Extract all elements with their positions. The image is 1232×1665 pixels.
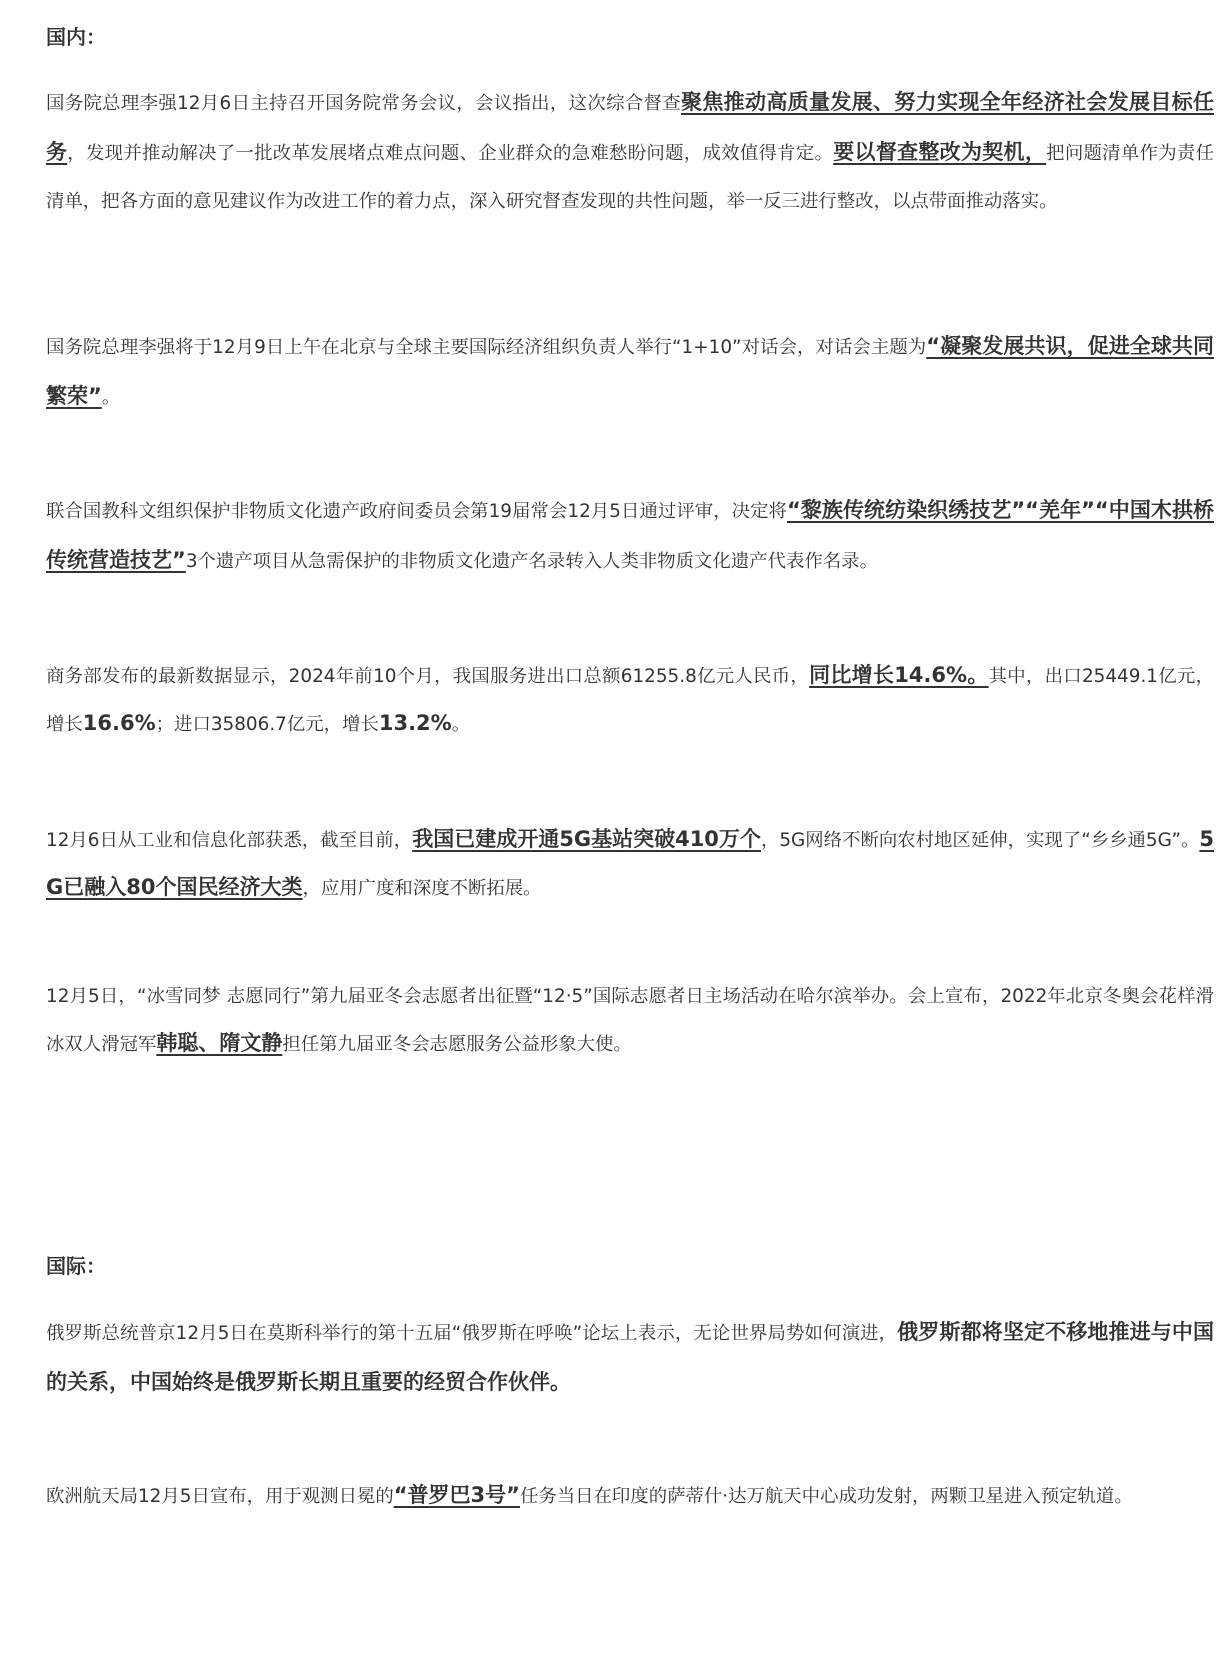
news-item-service-trade: 商务部发布的最新数据显示，2024年前10个月，我国服务进出口总额61255.8亿元人民币，同比增长14.6%。其中，出口25449.1亿元，增长16.6%；进口35806.7亿元，增长13.2%。	[46, 663, 1214, 735]
key-statement: 俄罗斯都将坚定不移地推进与中国的关系，中国始终是俄罗斯长期且重要的经贸合作伙伴。	[46, 1320, 1214, 1394]
highlight: “黎族传统纺染织绣技艺”“羌年”“中国木拱桥传统营造技艺”	[46, 498, 1214, 572]
news-item-russia-china: 俄罗斯总统普京12月5日在莫斯科举行的第十五届“俄罗斯在呼唤”论坛上表示，无论世界局势如何演进，俄罗斯都将坚定不移地推进与中国的关系，中国始终是俄罗斯长期且重要的经贸合作伙伴。	[46, 1320, 1214, 1394]
news-item-asian-winter-games: 12月5日，“冰雪同梦 志愿同行”第九届亚冬会志愿者出征暨“12·5”国际志愿者日主场活动在哈尔滨举办。会上宣布，2022年北京冬奥会花样滑冰双人滑冠军韩聪、隋文静担任第九届亚冬会志愿服务公益形象大使。	[46, 986, 1214, 1055]
news-item-intangible-heritage: 联合国教科文组织保护非物质文化遗产政府间委员会第19届常会12月5日通过评审，决定将“黎族传统纺染织绣技艺”“羌年”“中国木拱桥传统营造技艺”3个遗产项目从急需保护的非物质文化遗产名录转入人类非物质文化遗产代表作名录。	[46, 498, 1214, 572]
news-item-dialogue-meeting: 国务院总理李强将于12月9日上午在北京与全球主要国际经济组织负责人举行“1+10”对话会，对话会主题为“凝聚发展共识，促进全球共同繁荣”。	[46, 334, 1214, 408]
highlight: 我国已建成开通5G基站突破410万个	[412, 827, 761, 851]
highlight: “凝聚发展共识，促进全球共同繁荣”	[46, 334, 1214, 408]
highlight: 5G已融入80个国民经济大类	[46, 827, 1214, 899]
highlight: 韩聪、隋文静	[156, 1031, 283, 1055]
export-growth: 16.6%	[82, 711, 156, 735]
news-item-proba-3: 欧洲航天局12月5日宣布，用于观测日冕的“普罗巴3号”任务当日在印度的萨蒂什·达万航天中心成功发射，两颗卫星进入预定轨道。	[46, 1483, 1133, 1507]
import-growth: 13.2%	[378, 711, 452, 735]
highlight: 要以督查整改为契机，	[833, 140, 1047, 164]
highlight: “普罗巴3号”	[393, 1483, 520, 1507]
domestic-heading: 国内：	[46, 25, 106, 49]
international-heading: 国际：	[46, 1254, 106, 1278]
news-item-state-council-meeting: 国务院总理李强12月6日主持召开国务院常务会议，会议指出，这次综合督查聚焦推动高质量发展、努力实现全年经济社会发展目标任务，发现并推动解决了一批改革发展堵点难点问题、企业群众的急难愁盼问题，成效值得肯定。要以督查整改为契机，把问题清单作为责任清单，把各方面的意见建议作为改进工作的着力点，深入研究督查发现的共性问题，举一反三进行整改，以点带面推动落实。	[46, 90, 1215, 212]
highlight: 聚焦推动高质量发展、努力实现全年经济社会发展目标任务	[46, 90, 1215, 164]
news-item-5g: 12月6日从工业和信息化部获悉，截至目前，我国已建成开通5G基站突破410万个，5G网络不断向农村地区延伸，实现了“乡乡通5G”。5G已融入80个国民经济大类，应用广度和深度不断拓展。	[46, 827, 1214, 899]
highlight: 同比增长14.6%。	[809, 663, 989, 687]
